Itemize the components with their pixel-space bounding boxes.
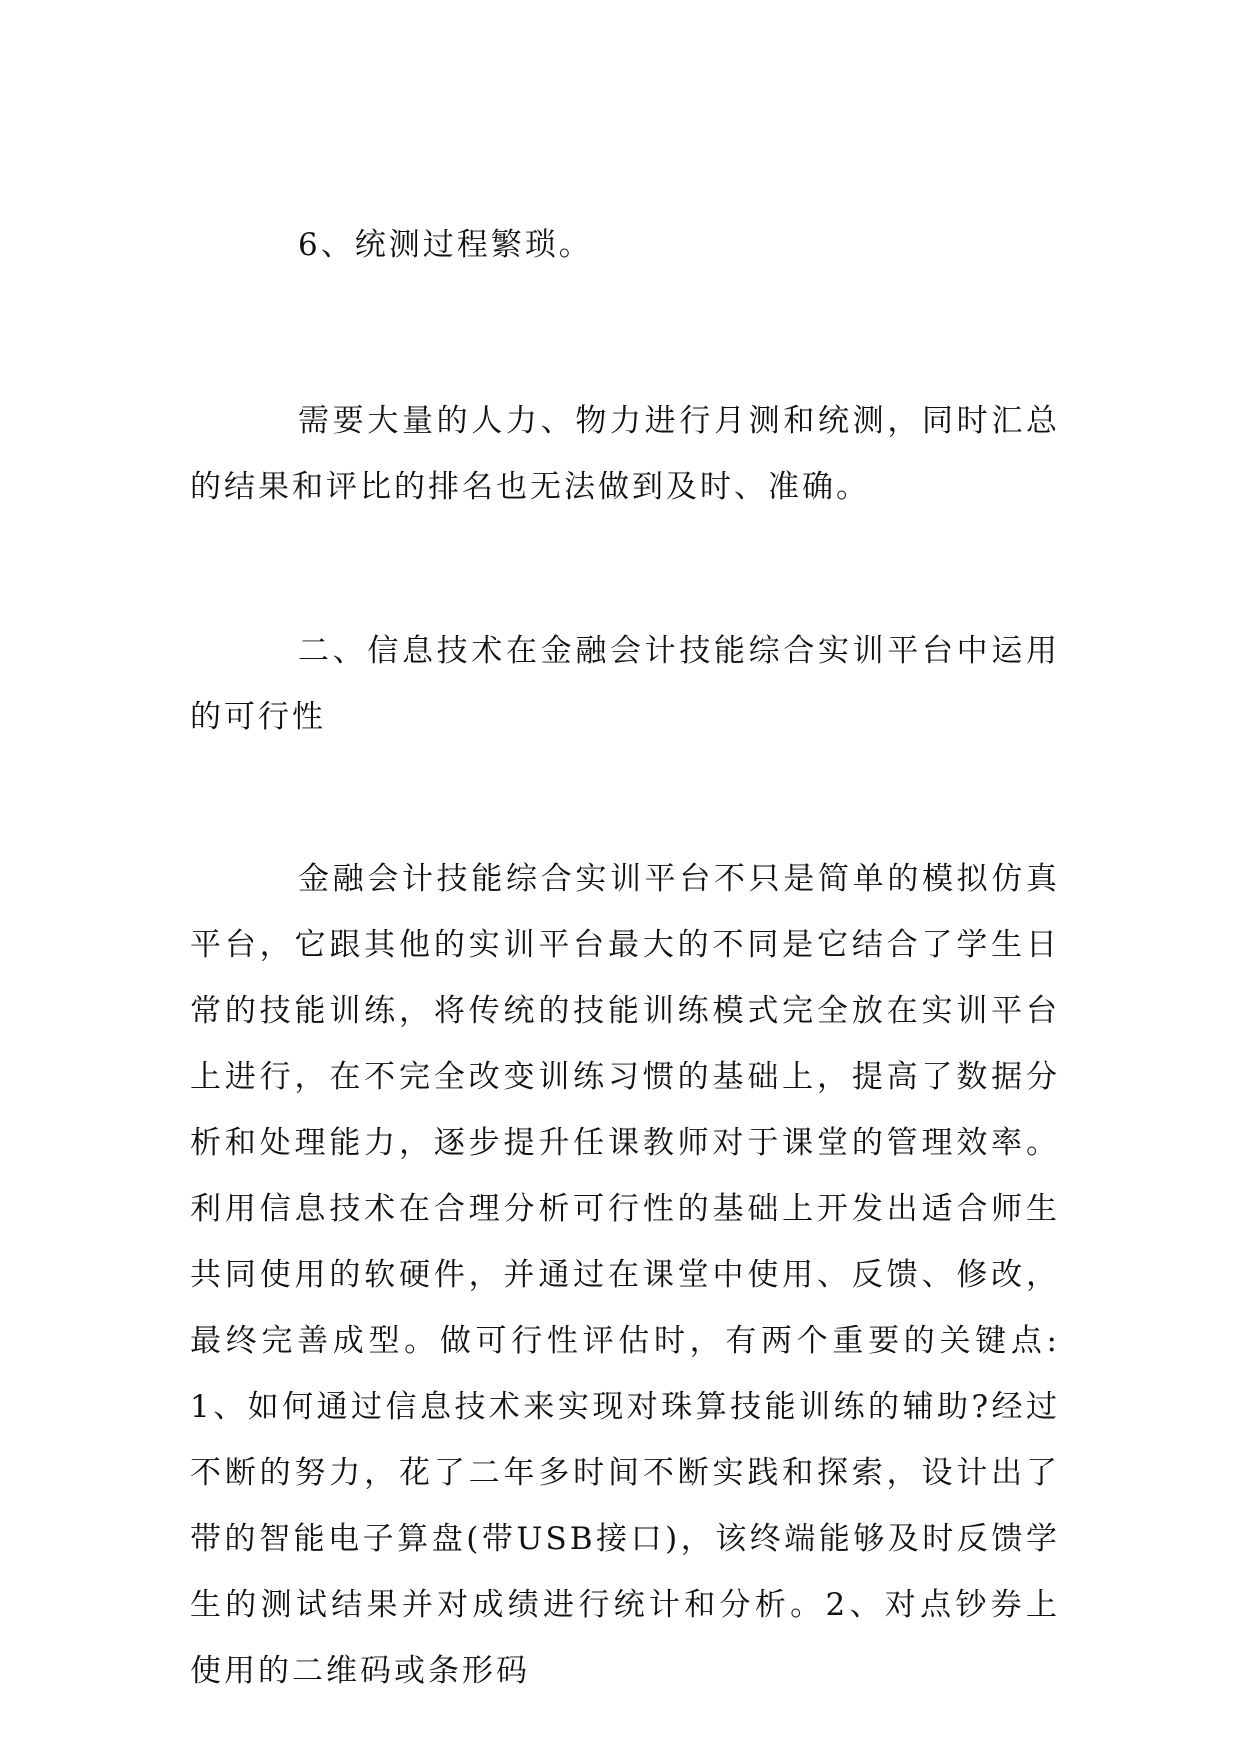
body-paragraph: 需要大量的人力、物力进行月测和统测，同时汇总的结果和评比的排名也无法做到及时、准确。 [190,403,1060,505]
body-paragraph: 金融会计技能综合实训平台不只是简单的模拟仿真平台，它跟其他的实训平台最大的不同是它结合了学生日常的技能训练，将传统的技能训练模式完全放在实训平台上进行，在不完全改变训练习惯的基础上，提高了数据分析和处理能力，逐步提升任课教师对于课堂的管理效率。利用信息技术在合理分析可行性的基础上开发出适合师生共同使用的软硬件，并通过在课堂中使用、反馈、修改，最终完善成型。做可行性评估时，有两个重要的关键点:1、如何通过信息技术来实现对珠算技能训练的辅助?经过不断的努力，花了二年多时间不断实践和探索，设计出了带的智能电子算盘(带USB接口)，该终端能够及时反馈学生的测试结果并对成绩进行统计和分析。2、对点钞券上使用的二维码或条形码 [190,861,1060,1689]
list-item-paragraph: 6、统测过程繁琐。 [298,227,593,263]
section-heading: 二、信息技术在金融会计技能综合实训平台中运用的可行性 [190,633,1060,735]
